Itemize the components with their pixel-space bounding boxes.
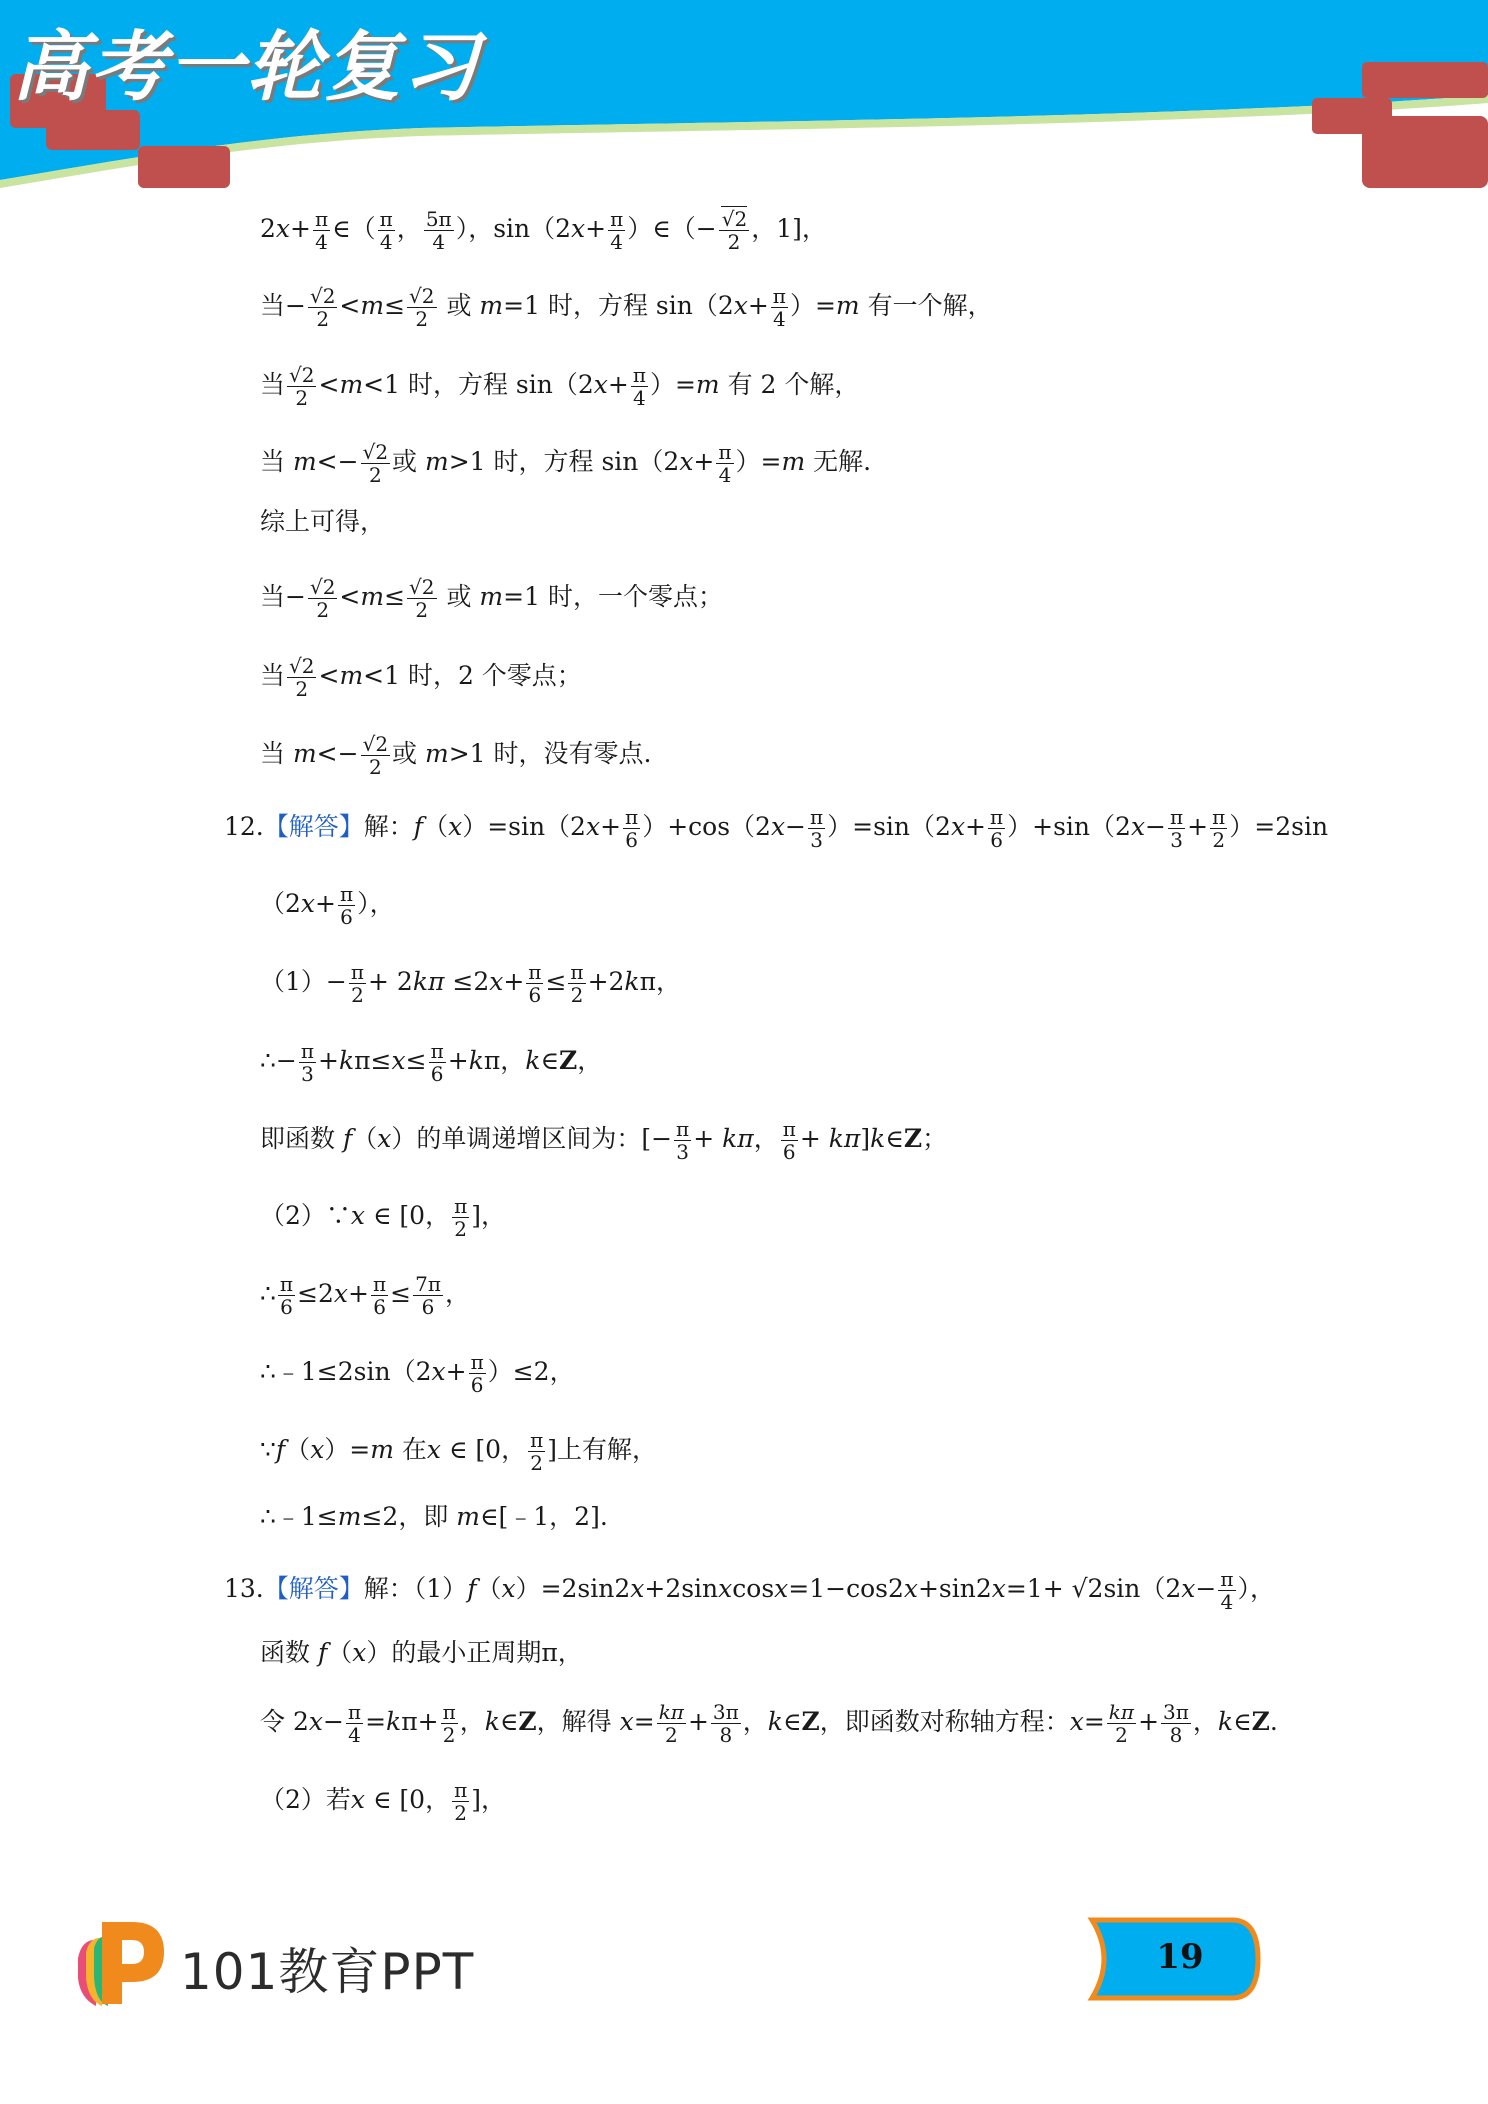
- text-line: ∵f（x）=m 在x ∈ [0， $\frac{\pi}{2}$ ]上有解，: [260, 1428, 658, 1475]
- text-line: 当 $\frac{√2}{2}$ <m<1 时，2 个零点；: [260, 654, 582, 701]
- text-line: 综上可得，: [260, 507, 386, 536]
- brick-left-3: [138, 146, 230, 188]
- text-line: （2）∵x ∈ [0， $\frac{\pi}{2}$ ]，: [260, 1194, 506, 1241]
- text-line: 当 m<− $\frac{√2}{2}$ 或 m>1 时，方程 sin（2x+ $\frac{\pi}{4}$ ）=m 无解.: [260, 440, 872, 487]
- text-line: 即函数 f（x）的单调递增区间为：[− $\frac{\pi}{3}$ + kπ， $\frac{\pi}{6}$ + kπ]k∈Z；: [260, 1117, 948, 1164]
- answer-tag: 【解答】: [263, 812, 364, 841]
- text-line: ∴﹣1≤m≤2，即 m∈[﹣1，2].: [260, 1502, 608, 1531]
- text-line: 2x+ $\frac{\pi}{4}$ ∈（ $\frac{\pi}{4}$ ， $\frac{5\pi}{4}$ ），sin（2x+ $\frac{\pi}{4}$ ）∈（− $\frac{√2}{2}$ ，1]，: [260, 207, 827, 254]
- text-line: （2x+ $\frac{\pi}{6}$ ），: [260, 882, 395, 929]
- answer-tag: 【解答】: [263, 1574, 364, 1603]
- text-line: （2）若x ∈ [0， $\frac{\pi}{2}$ ]，: [260, 1778, 506, 1825]
- text-line: 当− $\frac{√2}{2}$ <m≤ $\frac{√2}{2}$ 或 m=1 时，方程 sin（2x+ $\frac{\pi}{4}$ ）=m 有一个解，: [260, 284, 993, 331]
- text-line: ∴﹣1≤2sin（2x+ $\frac{\pi}{6}$ ）≤2，: [260, 1350, 575, 1397]
- question-12-line: 12.【解答】解：f（x）=sin（2x+ $\frac{\pi}{6}$ ）+cos（2x− $\frac{\pi}{3}$ ）=sin（2x+ $\frac{\pi}{6}$ ）+sin（2x− $\frac{\pi}{3}$ + $\frac{\pi}{2}$ ）=2sin: [224, 805, 1329, 852]
- brick-left-2: [46, 110, 140, 150]
- header-title: 高考一轮复习: [12, 22, 480, 111]
- brick-right-3: [1362, 116, 1488, 188]
- text-line: 令 2x− $\frac{\pi}{4}$ =kπ+ $\frac{\pi}{2}$ ，k∈Z，解得 x= $\frac{k\pi}{2}$ + $\frac{3\pi}{8}$ ，k∈Z，即函数对称轴方程：x= $\frac{k\pi}{2}$ + $\frac{3\pi}{8}$ ，k∈Z.: [260, 1700, 1278, 1747]
- question-13-line: 13.【解答】解：（1）f（x）=2sin2x+2sinxcosx=1−cos2x+sin2x=1+ √2sin（2x− $\frac{\pi}{4}$ ），: [224, 1567, 1276, 1614]
- text-line: （1）− $\frac{\pi}{2}$ + 2kπ ≤2x+ $\frac{\pi}{6}$ ≤ $\frac{\pi}{2}$ +2kπ，: [260, 960, 682, 1007]
- text-line: 当 $\frac{√2}{2}$ <m<1 时，方程 sin（2x+ $\frac{\pi}{4}$ ）=m 有 2 个解，: [260, 363, 860, 410]
- text-line: 函数 f（x）的最小正周期π，: [260, 1638, 583, 1667]
- page-number: 19: [1156, 1937, 1204, 1977]
- page-header-banner: [0, 0, 1488, 200]
- text-line: ∴ $\frac{\pi}{6}$ ≤2x+ $\frac{\pi}{6}$ ≤ $\frac{7\pi}{6}$ ，: [260, 1272, 470, 1319]
- brick-right-1: [1362, 62, 1488, 98]
- footer-brand: 101教育PPT: [180, 1943, 475, 2001]
- text-line: 当− $\frac{√2}{2}$ <m≤ $\frac{√2}{2}$ 或 m=1 时，一个零点；: [260, 575, 723, 622]
- text-line: 当 m<− $\frac{√2}{2}$ 或 m>1 时，没有零点.: [260, 732, 652, 779]
- question-number: 12.: [224, 812, 264, 841]
- brand-logo-icon: [72, 1918, 172, 2010]
- text-line: ∴− $\frac{\pi}{3}$ +kπ≤x≤ $\frac{\pi}{6}$ +kπ，k∈Z，: [260, 1039, 603, 1086]
- question-number: 13.: [224, 1574, 264, 1603]
